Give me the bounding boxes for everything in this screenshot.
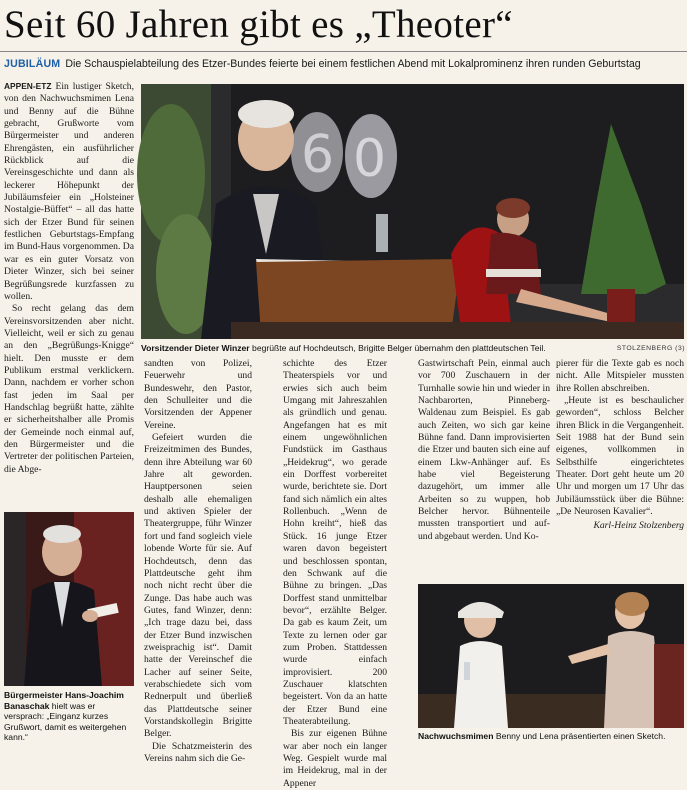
kids-photo-caption [418,731,686,742]
article-column-4 [418,358,550,580]
benny-shirt [454,641,508,728]
kids-photo-image [418,584,684,728]
mayor-caption-text: hielt was er versprach: „Einganz kurzes Grußwort, damit es weitergehen kann.“ [4,700,127,742]
article-column-2 [144,358,252,764]
article-column-5 [556,358,684,580]
column-5-paragraph-2: „Heute ist es beschaulicher geworden“, schloss Belcher ihren Blick in die Vergangenheit. Seit 1988 hat der Bund sein eigenes, vollkommen in Selbsthilfe eingerichtetes Theater. Dort geht heute um 20 Uhr und morgen um 17 Uhr das Jubiläumsstück über die Bühne: „De Neurosen Kavalier“. [556,395,684,518]
author-byline: Karl-Heinz Stolzenberg [593,520,684,532]
kicker-tag: JUBILÄUM [4,58,61,70]
main-photo [141,84,684,339]
column-2-paragraph-2: Gefeiert wurden die Freizeitmimen des Bundes, denn ihre Abteilung war 60 Jahre alt geworden. Hauptpersonen seien deshalb alle ehemaligen und aktiven Spieler der Theatergruppe, führ Winzer fort und fand sogleich viele lobende Worte für sie. Auf Hochdeutsch, denn das Plattdeutsche geht ihm noch nicht recht über die Zunge. Das habe auch was Gutes, fand Winzer, denn: „Ich trage dazu bei, dass der Etzer Bund inzwischen zweisprachig ist“. Damit hatte der Vereinschef die Lacher auf seiner Seite, verabschiedete sich vom Rednerpult und überließ das Plattdeutsche seiner Vorstandskollegin Brigitte Belger. [144,432,252,740]
balloon-digit-6-label: 6 [301,125,335,185]
mayor-photo-image [4,512,134,686]
kids-caption-name: Nachwuchsmimen [418,731,494,741]
main-photo-image [141,84,684,339]
balloon-digit-0-label: 0 [353,129,387,189]
kicker-text: Die Schauspielabteilung des Etzer-Bundes feierte bei einem festlichen Abend mit Lokalprominenz ihren runden Geburtstag [65,58,641,70]
headline: Seit 60 Jahren gibt es „Theoter“ [4,3,513,46]
mayor-caption-name: Bürgermeister Hans-Joachim Banaschak [4,690,124,711]
column-2-paragraph-1: sandten von Polizei, Feuerwehr und Bundeswehr, den Pastor, den Schulleiter und die Vorsitzenden der Appener Vereine. [144,358,252,431]
photo-credit: STOLZENBERG (3) [616,345,685,352]
column-1-paragraph-2: So recht gelang das dem Vereinsvorsitzenden aber nicht. Vielleicht, weil er sich zu genau an den „Begrüßungs-Knigge“ hielt. Den musste er dem Publikum erstmal verklickern. Dann, nachdem er vorher schon fast jeden im Saal per Handschlag begrüßt hatte, zählte er sicherheitshalber alle Promis der Gemeinde noch einmal auf, den Bürgermeister und die Vertreter der politischen Parteien, die Abge- [4,303,134,475]
mayor-photo-caption [4,690,136,743]
column-5-paragraph-1: pierer für die Texte gab es noch nicht. Alle Mitspieler mussten ihre Rollen abschreiben. [556,358,684,394]
kicker [4,57,684,71]
column-3-paragraph-1: schichte des Etzer Theaterspiels vor und erwies sich auch beim Umgang mit Jahreszahlen als gründlich und genau. Angefangen hat es mit einem ungewöhnlichen Fundstück im Gasthaus „Heidekrug“, wo gerade ein Dorffest vorbereitet wurde, berichtete sie. Dort fand sich nämlich ein altes Rollenbuch. „Wenn de Hohn kreiht“, hieß das Stück. 16 junge Etzer waren davon begeistert und beschlossen spontan, den Schwank auf die Bühne zu bringen. „Das Dorffest stand unmittelbar bevor“, erzählte Belger. Da gab es kaum Zeit, um Texte zu lernen oder gar zum Proben. Stattdessen wurde einfach improvisiert. 200 Zuschauer klatschten begeistert. Von da an hatte der Etzer Bund eine Theaterabteilung. [283,358,387,727]
main-caption-name: Vorsitzender Dieter Winzer [141,343,250,353]
article-column-3 [283,358,387,789]
lena-outfit [604,631,662,728]
main-caption-text: begrüßte auf Hochdeutsch, Brigitte Belger übernahm den plattdeutschen Teil. [252,343,546,353]
mayor-photo [4,512,134,686]
kids-photo [418,584,684,728]
headline-rule [0,51,687,52]
column-1-paragraph-1: Ein lustiger Sketch, von den Nachwuchsmimen Lena und Benny auf die Bühne gebracht, Grußworte vom Bürgermeister und anderen Ehrengästen, ein ausführlicher Rückblick auf die Vereinsgeschichte und dann als leckerer Höhepunkt der Jubiläumsfeier ein „Holsteiner Nostalgie-Büffet“ – all das hatte sich der Etzer Bund für seinen festlichen Geburtstags-Empfang im Bund-Haus vorgenommen. Da war es ein guter Vorsatz von Dieter Winzer, sich bei seiner Begrüßungsrede kurzfassen zu wollen. [4,81,135,302]
column-3-paragraph-2: Bis zur eigenen Bühne war aber noch ein langer Weg. Gespielt wurde mal im Heidekrug, mal in der Appener [283,728,387,789]
column-4-paragraph-1: Gastwirtschaft Pein, einmal auch vor 700 Zuschauern in der Turnhalle sowie hin und wieder in Nachbarorten, Pinneberg-Waldenau zum Beispiel. Es gab auch Zeiten, wo sich gar keine Bühne fand. Dann improvisierten die Etzer und bauten sich eine auf einem Lkw-Anhänger auf. Es habe viel Begeisterung dazugehört, um immer alle Arbeiten so zu wuppen, hob Belcher hervor. Bühnenteile mussten transportiert und auf- und abgebaut werden. Und Ko- [418,358,550,542]
column-2-paragraph-3: Die Schatzmeisterin des Vereins nahm sich die Ge- [144,740,252,764]
dateline: APPEN-ETZ [4,81,52,91]
main-photo-caption [141,343,601,354]
kids-caption-text: Benny und Lena präsentierten einen Sketch. [495,731,666,741]
article-column-1 [4,80,134,507]
